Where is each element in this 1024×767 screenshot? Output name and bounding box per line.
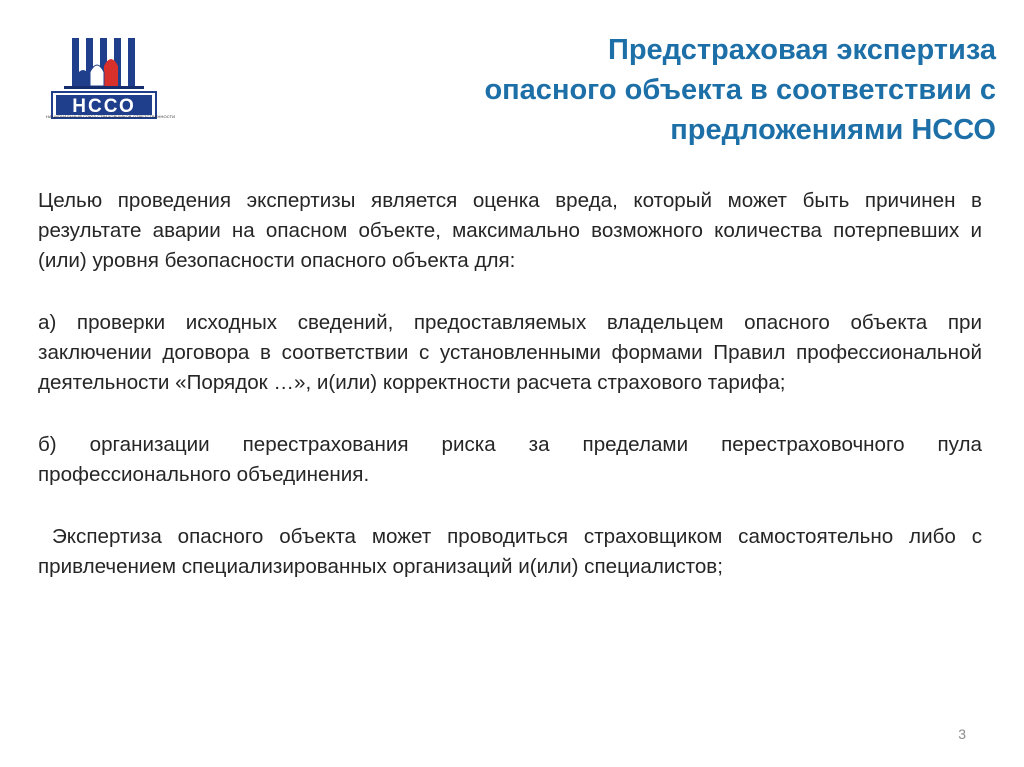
logo-text: НССО xyxy=(72,96,136,117)
title-line-3: предложениями НССО xyxy=(670,114,996,146)
page-title xyxy=(296,30,996,150)
item-b-paragraph: б) организации перестрахования риска за пределами перестраховочного пула профессионального объединения. xyxy=(38,433,982,486)
intro-paragraph: Целью проведения экспертизы является оценка вреда, который может быть причинен в результате аварии на опасном объекте, максимально возможного количества потерпевших и (или) уровня безопасности опасного объекта для: xyxy=(38,189,982,272)
slide-body xyxy=(38,186,982,582)
closing-paragraph: Экспертиза опасного объекта может проводиться страховщиком самостоятельно либо с привлечением специализированных организаций и(или) специалистов; xyxy=(38,525,982,578)
logo-caption: НАЦИОНАЛЬНЫЙ СОЮЗ СТРАХОВЩИКОВ ОТВЕТСТВЕННОСТИ xyxy=(46,114,176,119)
title-line-2: опасного объекта в соответствии с xyxy=(484,74,996,106)
title-line-1: Предстраховая экспертиза xyxy=(607,34,996,66)
item-a-paragraph: а) проверки исходных сведений, предоставляемых владельцем опасного объекта при заключении договора в соответствии с установленными формами Правил профессиональной деятельности «Порядок …», и(или) корректности расчета страхового тарифа; xyxy=(38,311,982,394)
page-number: 3 xyxy=(958,726,966,742)
